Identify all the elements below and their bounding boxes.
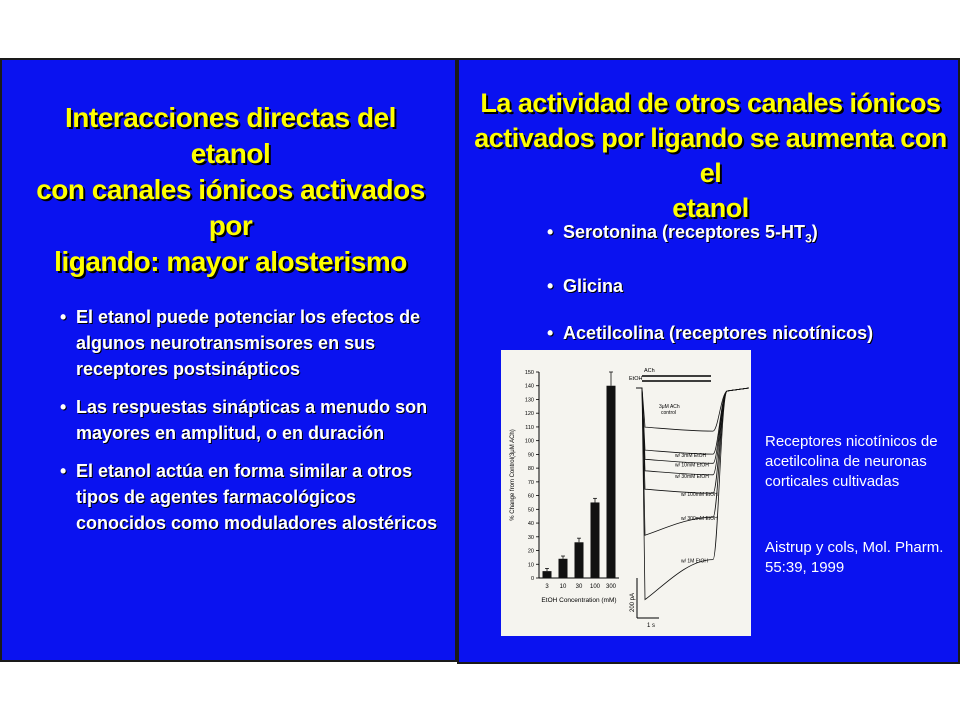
right-title-line: La actividad de otros canales iónicos (480, 88, 941, 118)
figure-caption: Receptores nicotínicos de acetilcolina de neuronas corticales cultivadas (765, 433, 938, 490)
x-tick-label: 30 (575, 584, 583, 590)
trace-label: w/ 100mM EtOH (681, 492, 718, 499)
left-slide (0, 58, 457, 662)
trace-w-10mm-etoh (636, 388, 749, 463)
y-tick-label: 20 (527, 548, 534, 555)
left-bullet-item: • Las respuestas sinápticas a menudo son mayores en amplitud, o en duración (60, 394, 440, 446)
y-tick-label: 70 (527, 479, 534, 486)
bullet-text: ) (811, 222, 818, 242)
x-tick-label: 10 (559, 584, 567, 590)
right-bullet-list (547, 220, 947, 368)
ach-label: ACh (644, 368, 655, 374)
bullet-subscript: 3 (805, 231, 812, 246)
right-bullet-acetilcolina: • Acetilcolina (receptores nicotínicos) (547, 321, 947, 345)
citation: Aistrup y cols, Mol. Pharm. 55:39, 1999 (765, 539, 944, 576)
y-tick-label: 50 (527, 507, 534, 514)
y-tick-label: 100 (524, 438, 534, 445)
control-label: 3μM ACh control (659, 404, 680, 416)
left-title-line: Interacciones directas del etanol (65, 102, 396, 169)
trace-label: w/ 1M EtOH (681, 558, 708, 565)
bar (543, 571, 552, 578)
y-tick-label: 80 (527, 466, 534, 473)
bar-chart-y-label: % Change from Control(3μM ACh) (510, 429, 516, 521)
right-slide-title (469, 86, 952, 226)
y-tick-label: 10 (527, 562, 534, 569)
figure-svg (501, 350, 751, 636)
y-tick-label: 0 (530, 576, 534, 582)
y-tick-label: 90 (527, 452, 534, 459)
y-tick-label: 110 (525, 424, 534, 431)
y-tick-label: 140 (524, 383, 534, 390)
x-tick-label: 3 (545, 584, 549, 590)
bar (575, 542, 584, 578)
trace-label: w/ 10mM EtOH (675, 462, 709, 469)
right-slide (457, 58, 960, 664)
trace-label: w/ 300mM EtOH (681, 516, 718, 523)
bar (607, 386, 616, 578)
trace-labels (675, 453, 718, 564)
trace-w-3mm-etoh (636, 388, 749, 454)
scale-time-label: 1 s (647, 623, 656, 629)
y-tick-label: 40 (527, 521, 534, 528)
trace-label: w/ 3mM EtOH (675, 453, 707, 460)
x-tick-label: 100 (589, 584, 601, 590)
bar-chart-bars (543, 372, 616, 578)
y-tick-label: 120 (524, 411, 534, 418)
left-bullet-item: • El etanol puede potenciar los efectos de algunos neurotransmisores en sus receptores postsinápticos (60, 304, 440, 382)
y-tick-label: 150 (524, 370, 534, 376)
right-title-line: etanol (672, 193, 749, 223)
left-title-line: con canales iónicos activados por (36, 174, 425, 241)
y-tick-label: 30 (527, 534, 534, 541)
current-trace-chart (629, 368, 749, 629)
bar-chart-y-ticks (525, 370, 539, 582)
bar (591, 502, 600, 578)
figure-panel (501, 350, 751, 636)
bullet-text: Serotonina (receptores 5-HT (563, 222, 806, 242)
scale-current-label: 200 pA (630, 592, 636, 612)
bar-chart-x-ticks (545, 584, 616, 590)
left-bullet-list (60, 304, 440, 548)
bar-chart-x-label: EtOH Concentration (mM) (541, 597, 617, 604)
right-bullet-serotonina (547, 220, 947, 251)
etoh-label: EtOH (629, 376, 643, 382)
x-tick-label: 300 (605, 584, 617, 590)
trace-label: w/ 30mM EtOH (675, 473, 709, 480)
left-title-line: ligando: mayor alosterismo (54, 246, 407, 277)
right-bullet-glicina: • Glicina (547, 274, 947, 298)
right-title-line: activados por ligando se aumenta con el (474, 123, 947, 188)
trace-control (636, 388, 749, 431)
left-bullet-item: • El etanol actúa en forma similar a otros tipos de agentes farmacológicos conocidos como moduladores alostéricos (60, 458, 440, 536)
bar (559, 559, 568, 578)
y-tick-label: 130 (524, 397, 534, 404)
y-tick-label: 60 (527, 493, 534, 500)
left-slide-title (22, 100, 439, 280)
bar-chart (510, 370, 619, 604)
